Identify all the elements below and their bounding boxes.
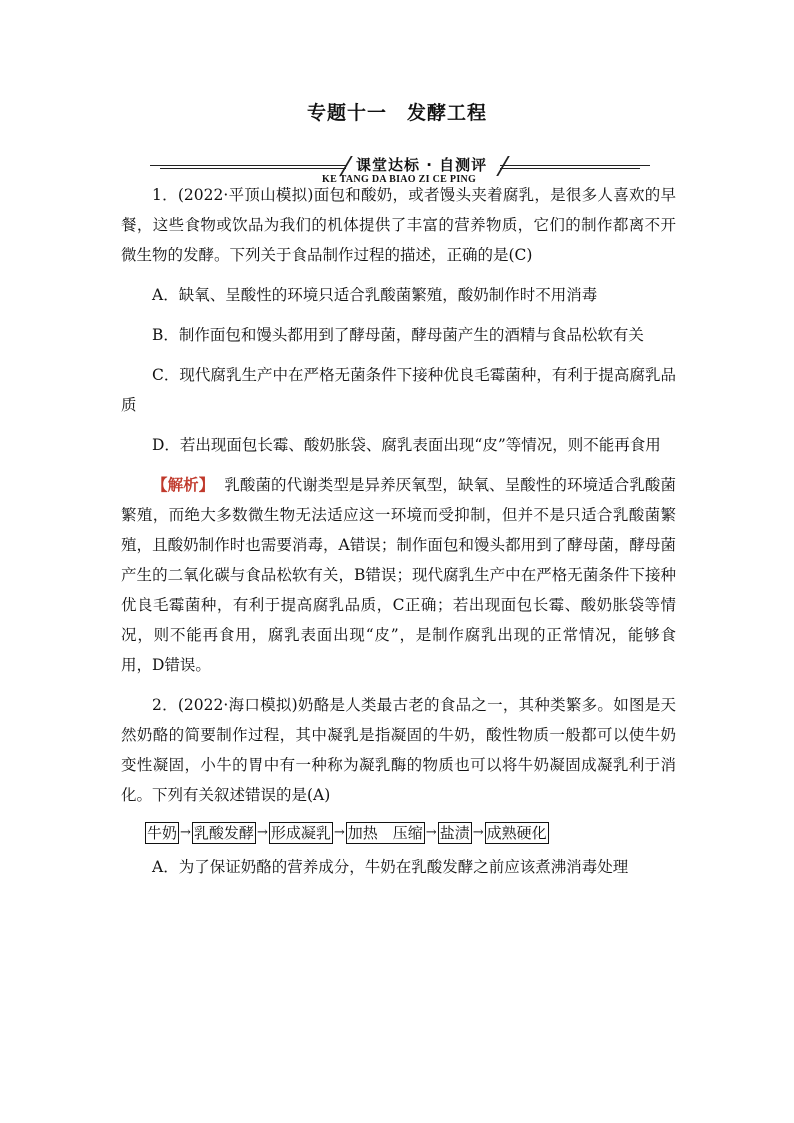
document-body <box>121 180 676 882</box>
flow-step: 盐渍 <box>439 824 470 842</box>
arrow-right-icon: → <box>256 825 268 840</box>
question-1-option-c: C．现代腐乳生产中在严格无菌条件下接种优良毛霉菌种，有利于提高腐乳品质 <box>121 366 676 414</box>
analysis-tag: 【解析】 <box>152 475 215 494</box>
question-1-stem: 1．(2022·平顶山模拟)面包和酸奶，或者馒头夹着腐乳，是很多人喜欢的早餐，这些食物或饮品为我们的机体提供了丰富的营养物质，它们的制作都离不开微生物的发酵。下列关于食品制作过程的描述，正确的是(C) <box>121 186 676 264</box>
question-1-option-b: B．制作面包和馒头都用到了酵母菌，酵母菌产生的酒精与食品松软有关 <box>152 326 644 344</box>
banner-rule-left-inner <box>160 168 346 169</box>
question-1-option-d: D．若出现面包长霉、酸奶胀袋、腐乳表面出现“皮”等情况，则不能再食用 <box>152 436 661 454</box>
banner-slash-left <box>339 156 353 176</box>
flow-step: 乳酸发酵 <box>193 824 254 842</box>
banner-title: 课堂达标 · 自测评 <box>356 156 488 174</box>
banner-rule-right <box>500 165 650 166</box>
page-title: 专题十一 发酵工程 <box>306 102 487 124</box>
analysis-text: 乳酸菌的代谢类型是异养厌氧型，缺氧、呈酸性的环境适合乳酸菌繁殖，而绝大多数微生物无法适应这一环境而受抑制，但并不是只适合乳酸菌繁殖，且酸奶制作时也需要消毒，A错误；制作面包和馒头都用到了酵母菌，酵母菌产生的二氧化碳与食品松软有关，B错误；现代腐乳生产中在严格无菌条件下接种优良毛霉菌种，有利于提高腐乳品质，C正确；若出现面包长霉、酸奶胀袋等情况，则不能再食用，腐乳表面出现“皮”，是制作腐乳出现的正常情况，能够食用，D错误。 <box>121 476 676 674</box>
arrow-right-icon: → <box>472 825 484 840</box>
question-1-analysis <box>121 470 676 680</box>
flow-step: 成熟硬化 <box>486 824 547 842</box>
question-2-option-a: A．为了保证奶酪的营养成分，牛奶在乳酸发酵之前应该煮沸消毒处理 <box>152 858 629 876</box>
banner-rule-left <box>150 165 346 166</box>
question-1-option-a: A．缺氧、呈酸性的环境只适合乳酸菌繁殖，酸奶制作时不用消毒 <box>152 286 598 304</box>
banner-pinyin: KE TANG DA BIAO ZI CE PING <box>322 174 477 185</box>
arrow-right-icon: → <box>333 825 345 840</box>
question-2-stem: 2．(2022·海口模拟)奶酪是人类最古老的食品之一，其种类繁多。如图是天然奶酪的简要制作过程，其中凝乳是指凝固的牛奶，酸性物质一般都可以使牛奶变性凝固，小牛的胃中有一种称为凝乳酶的物质也可以将牛奶凝固成凝乳利于消化。下列有关叙述错误的是(A) <box>121 696 676 804</box>
arrow-right-icon: → <box>425 825 437 840</box>
banner-slash-right <box>496 156 510 176</box>
flow-step: 加热 压缩 <box>347 824 423 842</box>
flow-step: 牛奶 <box>147 824 178 842</box>
flow-step: 形成凝乳 <box>270 824 331 842</box>
banner-rule-right-inner <box>500 168 640 169</box>
cheese-process-flow <box>145 822 676 844</box>
arrow-right-icon: → <box>180 825 191 840</box>
